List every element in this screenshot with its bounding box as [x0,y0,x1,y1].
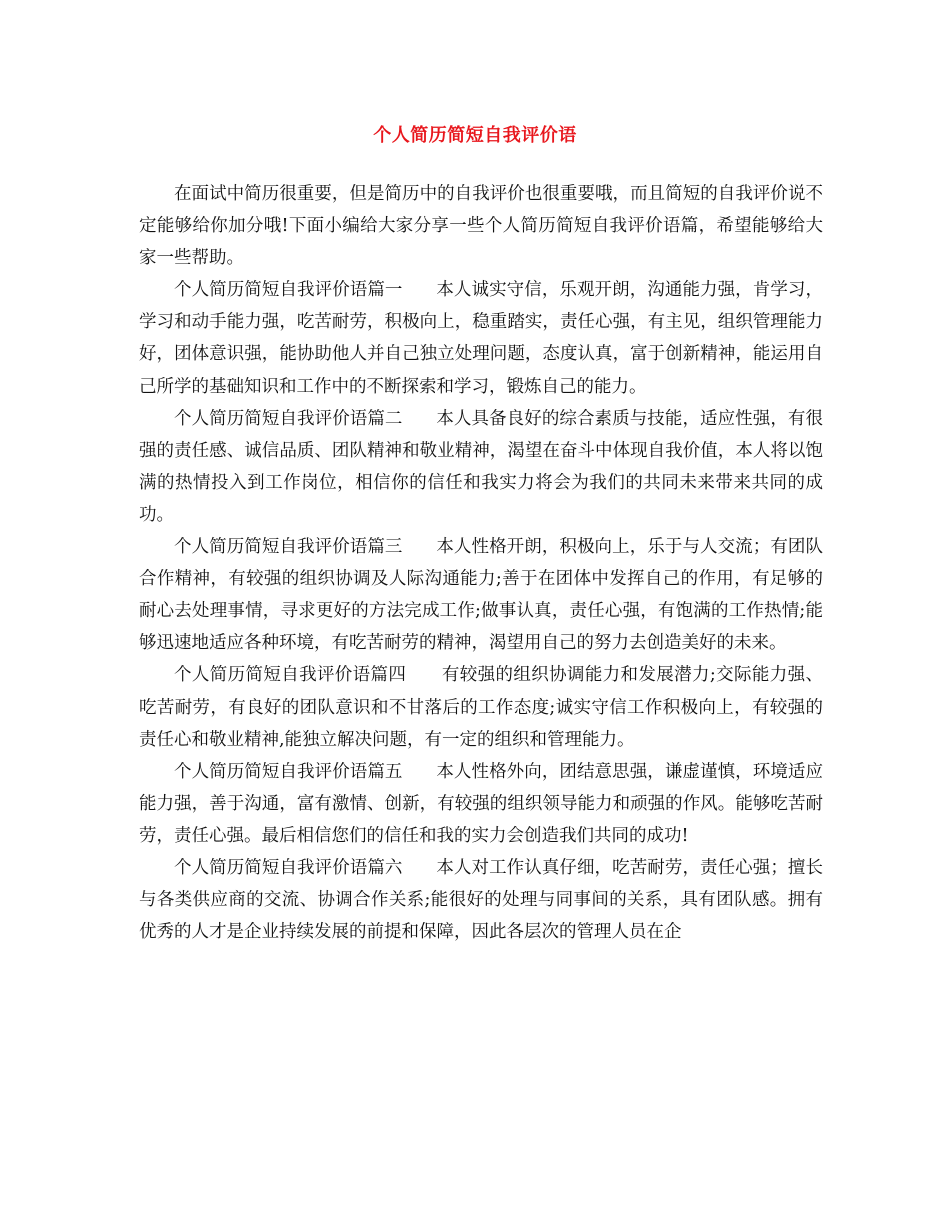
section-heading-6: 个人简历简短自我评价语篇六 [174,857,403,878]
section-paragraph-6 [139,852,823,948]
section-paragraph-4 [139,659,823,755]
section-heading-1: 个人简历简短自我评价语篇一 [174,280,403,301]
section-heading-5: 个人简历简短自我评价语篇五 [174,761,403,782]
section-text-1: 本人诚实守信，乐观开朗，沟通能力强，肯学习，学习和动手能力强，吃苦耐劳，积极向上，稳重踏实，责任心强，有主见，组织管理能力好，团体意识强，能协助他人并自己独立处理问题，态度认真，富于创新精神，能运用自己所学的基础知识和工作中的不断探索和学习，锻炼自己的能力。 [139,280,823,397]
document-title: 个人简历简短自我评价语 [373,125,577,146]
section-text-3: 本人性格开朗，积极向上，乐于与人交流；有团队合作精神，有较强的组织协调及人际沟通能力;善于在团体中发挥自己的作用，有足够的耐心去处理事情，寻求更好的方法完成工作;做事认真，责任心强，有饱满的工作热情;能够迅速地适应各种环境，有吃苦耐劳的精神，渴望用自己的努力去创造美好的未来。 [139,537,823,654]
section-text-5: 本人性格外向，团结意思强，谦虚谨慎，环境适应能力强，善于沟通，富有激情、创新，有较强的组织领导能力和顽强的作风。能够吃苦耐劳，责任心强。最后相信您们的信任和我的实力会创造我们共同的成功! [139,761,823,846]
section-paragraph-1 [139,274,823,402]
section-text-2: 本人具备良好的综合素质与技能，适应性强，有很强的责任感、诚信品质、团队精神和敬业精神，渴望在奋斗中体现自我价值，本人将以饱满的热情投入到工作岗位，相信你的信任和我实力将会为我们的共同未来带来共同的成功。 [139,408,823,525]
intro-paragraph: 在面试中简历很重要，但是简历中的自我评价也很重要哦，而且简短的自我评价说不定能够给你加分哦!下面小编给大家分享一些个人简历简短自我评价语篇，希望能够给大家一些帮助。 [139,184,823,269]
section-text-4: 有较强的组织协调能力和发展潜力;交际能力强、吃苦耐劳，有良好的团队意识和不甘落后的工作态度;诚实守信工作积极向上，有较强的责任心和敬业精神,能独立解决问题，有一定的组织和管理能力。 [139,665,823,750]
section-paragraph-3 [139,531,823,659]
document-body [139,178,823,948]
section-heading-2: 个人简历简短自我评价语篇二 [174,408,403,429]
section-heading-4: 个人简历简短自我评价语篇四 [174,665,407,686]
section-paragraph-5 [139,756,823,852]
section-text-6: 本人对工作认真仔细，吃苦耐劳，责任心强；擅长与各类供应商的交流、协调合作关系;能很好的处理与同事间的关系，具有团队感。拥有优秀的人才是企业持续发展的前提和保障，因此各层次的管理人员在企 [139,857,823,943]
section-heading-3: 个人简历简短自我评价语篇三 [174,537,403,558]
section-paragraph-2 [139,403,823,531]
